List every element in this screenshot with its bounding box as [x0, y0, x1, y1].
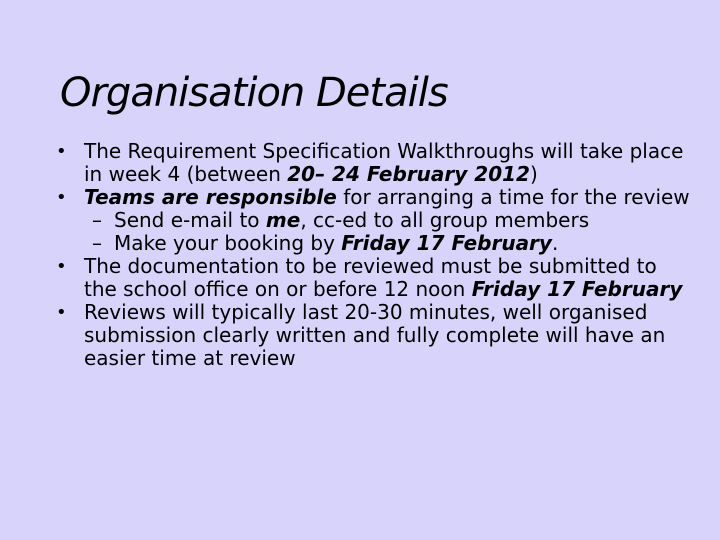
sub-bullet-emphasis-me: me	[265, 208, 301, 232]
bullet-item-documentation	[0, 255, 690, 301]
sub-bullet-text: Send e-mail to	[114, 208, 266, 232]
sub-bullet-text: , cc-ed to all group members	[300, 208, 590, 232]
bullet-dot-icon: •	[56, 187, 67, 208]
sub-bullet-dash-icon: –	[92, 208, 102, 232]
bullet-dot-icon: •	[56, 302, 67, 323]
bullet-text: The documentation to be reviewed must be submitted to the school office on or before 12 noon	[84, 254, 657, 301]
sub-bullet-emphasis-date: Friday 17 February	[341, 231, 552, 255]
bullet-text: Reviews will typically last 20-30 minutes, well organised submission clearly written and fully complete will have an easier time at review	[84, 300, 666, 370]
sub-bullet-text: .	[551, 231, 559, 255]
bullet-text: )	[529, 162, 538, 186]
bullet-item-walkthroughs	[0, 140, 690, 186]
slide-title: Organisation Details	[60, 70, 448, 116]
bullet-emphasis-teams: Teams are responsible	[84, 185, 337, 209]
bullet-item-teams	[0, 186, 690, 209]
bullet-emphasis-dates: 20– 24 February 2012	[287, 162, 530, 186]
bullet-text: for arranging a time for the review	[336, 185, 690, 209]
sub-bullet-email	[0, 209, 690, 232]
bullet-dot-icon: •	[56, 256, 67, 277]
bullet-list	[0, 140, 720, 370]
sub-bullet-dash-icon: –	[92, 231, 102, 255]
bullet-dot-icon: •	[56, 141, 67, 162]
bullet-emphasis-deadline: Friday 17 February	[471, 277, 683, 301]
sub-bullet-text: Make your booking by	[114, 231, 342, 255]
sub-bullet-booking	[0, 232, 690, 255]
bullet-item-reviews	[0, 301, 690, 370]
bullet-text: The Requirement Specification Walkthroughs will take place in week 4 (between	[84, 139, 684, 186]
